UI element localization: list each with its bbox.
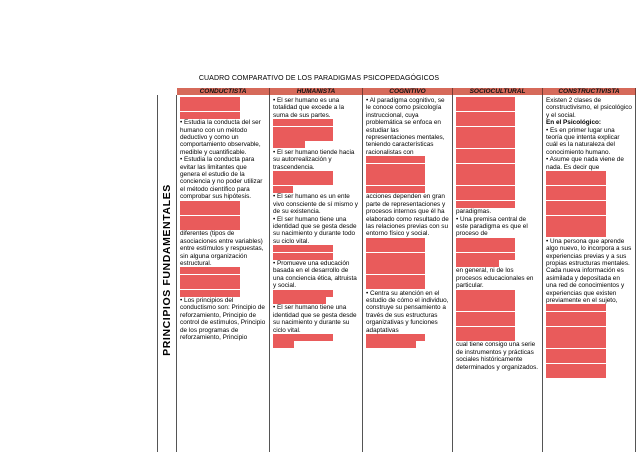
highlight-block bbox=[366, 238, 425, 289]
sociocultural-text-3: en general, ni de los procesos educacionales en particular. bbox=[456, 267, 534, 290]
constructivista-text-4: • Una persona que aprende algo nuevo, lo incorpora a sus experiencias previas y a sus propias estructuras mentales. Cada nueva información es asimilada y depositada en una red de conocimientos y experiencias que existen previamente en el sujeto, bbox=[546, 237, 632, 304]
highlight-block bbox=[273, 119, 333, 148]
column-constructivista bbox=[543, 95, 636, 452]
highlight-block bbox=[366, 156, 425, 193]
humanista-text-3: • El ser humano es un ente vivo consciente de sí mismo y de su existencia. bbox=[273, 193, 358, 216]
conductista-text-2: • Estudia la conducta para evitar las limitantes que genera el estudio de la conciencia y no poder utilizar el método científico para comprobar sus hipótesis. bbox=[180, 156, 263, 201]
humanista-text-4: • El ser humano tiene una identidad que se gesta desde su nacimiento y durante todo su ciclo vital. bbox=[273, 215, 357, 245]
constructivista-text-1: Existen 2 clases de constructivismo, el psicológico y el social. bbox=[546, 97, 632, 119]
cognitivo-text-1: • Al paradigma cognitivo, se le conoce como psicología instruccional, cuya problemática se enfoca en estudiar las representaciones mentales, teniendo características racionalistas con bbox=[366, 97, 445, 156]
header-humanista: HUMANISTA bbox=[270, 88, 363, 95]
highlight-block bbox=[180, 201, 240, 230]
humanista-text-5: • Promueve una educación basada en el desarrollo de una conciencia ética, altruista y social. bbox=[273, 259, 357, 290]
constructivista-text-3: • Asume que nada viene de nada. Es decir que bbox=[546, 156, 624, 171]
highlight-block bbox=[273, 245, 333, 259]
row-label: PRINCIPIOS FUNDAMENTALES bbox=[161, 184, 173, 356]
highlight-block bbox=[456, 290, 515, 341]
highlight-block bbox=[180, 97, 240, 119]
conductista-text-4: • Los principios del conductismo son: Principio de reforzamiento, Principio de control de estímulos, Principio de los programas de reforzamiento, Principio bbox=[180, 296, 266, 341]
page-title: CUADRO COMPARATIVO DE LOS PARADIGMAS PSICOPEDAGÓGICOS bbox=[198, 75, 440, 82]
header-constructivista: CONSTRUCTIVISTA bbox=[543, 88, 636, 95]
highlight-block bbox=[273, 171, 333, 193]
sociocultural-text-4: cual tiene consigo una serie de instrumentos y prácticas sociales históricamente determinados y organizados. bbox=[456, 341, 539, 371]
humanista-text-1: • El ser humano es una totalidad que excede a la suma de sus partes. bbox=[273, 97, 345, 119]
highlight-block bbox=[456, 238, 515, 267]
column-conductista bbox=[177, 95, 270, 452]
humanista-text-6: • El ser humano tiene una identidad que se gesta desde su nacimiento y durante su ciclo vital. bbox=[273, 304, 357, 334]
highlight-block bbox=[546, 304, 606, 378]
highlight-block bbox=[456, 97, 515, 208]
cognitivo-text-3: • Centra su atención en el estudio de cómo el individuo, construye su pensamiento a través de sus estructuras organizativas y funciones adaptativas bbox=[366, 289, 449, 334]
header-cognitivo: COGNITIVO bbox=[363, 88, 453, 95]
highlight-block bbox=[273, 290, 333, 304]
row-label-cell bbox=[157, 95, 177, 452]
constructivista-subheading: En el Psicológico: bbox=[546, 119, 602, 127]
conductista-text-1: • Estudia la conducta del ser humano con un método deductivo y como un comportamiento observable, medible y cuantificable. bbox=[180, 119, 261, 156]
column-sociocultural bbox=[453, 95, 543, 452]
column-cognitivo bbox=[363, 95, 453, 452]
humanista-text-2: • El ser humano tiende hacia su autorrealización y trascendencia. bbox=[273, 148, 355, 171]
header-conductista: CONDUCTISTA bbox=[177, 88, 270, 95]
highlight-block bbox=[180, 267, 240, 296]
header-sociocultural: SOCIOCULTURAL bbox=[453, 88, 543, 95]
constructivista-text-2: • Es en primer lugar una teoría que intenta explicar cuál es la naturaleza del conocimiento humano. bbox=[546, 126, 620, 156]
conductista-text-3: diferentes (tipos de asociaciones entre variables) entre estímulos y respuestas, sin alguna organización estructural. bbox=[180, 230, 264, 267]
highlight-block bbox=[366, 334, 425, 348]
sociocultural-text-1: paradigmas. bbox=[456, 208, 492, 216]
column-humanista bbox=[270, 95, 363, 452]
highlight-block bbox=[546, 171, 606, 237]
sociocultural-text-2: • Una premisa central de este paradigma es que el proceso de bbox=[456, 215, 528, 238]
highlight-block bbox=[273, 334, 333, 348]
cognitivo-text-2: acciones dependen en gran parte de representaciones y procesos internos que él ha elaborado como resultado de las relaciones previas con su entorno físico y social. bbox=[366, 193, 449, 238]
